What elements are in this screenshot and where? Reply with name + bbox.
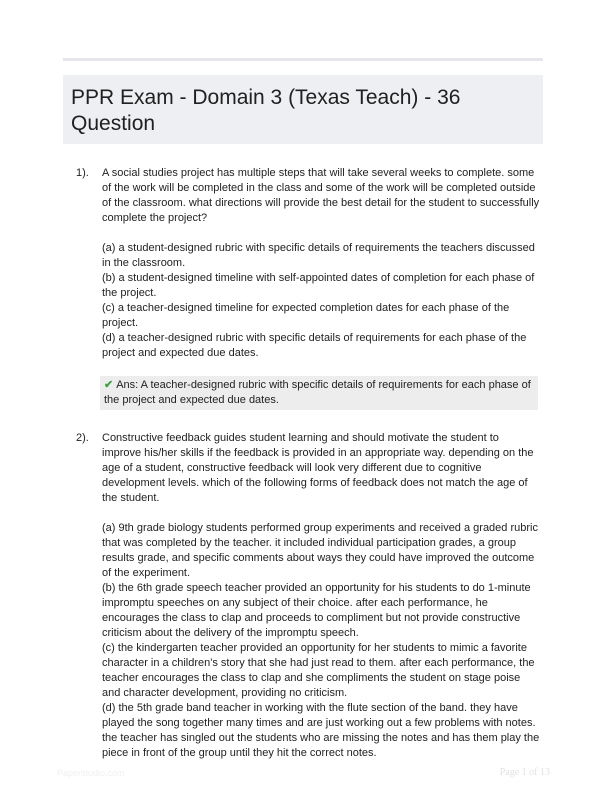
answer-options (102, 521, 540, 761)
question-body (102, 431, 540, 761)
title-banner (63, 75, 543, 144)
option-c: (c) the kindergarten teacher provided an opportunity for her students to mimic a favorite character in a children's story that she had just read to them. after each performance, the teacher encourages the class to clap and she compliments the student on stage poise and character development, providing no criticism. (102, 642, 535, 699)
footer-page-number: Page 1 of 13 (499, 767, 550, 778)
question-text: Constructive feedback guides student learning and should motivate the student to improve his/her skills if the feedback is provided in an appropriate way. depending on the age of a student, constructive feedback will look very different due to cognitive development levels. which of the following forms of feedback does not match the age of the student. (102, 432, 534, 504)
footer-site-watermark: Paperstudio.com (57, 768, 125, 778)
question-number: 2). (76, 432, 89, 444)
question-number: 1). (76, 167, 89, 179)
title-line-1: PPR Exam - Domain 3 (Texas Teach) - 36 (71, 86, 461, 109)
option-d: (d) the 5th grade band teacher in working with the flute section of the band. they have played the song together many times and are just working out a few problems with notes. the teacher has singled out the students who are missing the notes and has them play the piece in front of the group until they hit the correct notes. (102, 702, 540, 759)
option-a: (a) a student-designed rubric with specific details of requirements the teachers discussed in the classroom. (102, 242, 535, 269)
title-line-2: Question (71, 112, 156, 135)
option-c: (c) a teacher-designed timeline for expected completion dates for each phase of the project. (102, 302, 510, 329)
question-body (102, 166, 540, 410)
option-a: (a) 9th grade biology students performed group experiments and received a graded rubric that was completed by the teacher. it included individual participation grades, a group results grade, and specific comments about ways they could have improved the outcome of the experiment. (102, 522, 538, 579)
check-icon: ✔ (104, 379, 114, 391)
top-divider (63, 58, 543, 61)
answer-options (102, 241, 540, 361)
answer-box (100, 376, 538, 410)
option-d: (d) a teacher-designed rubric with specific details of requirements for each phase of the project and expected due dates. (102, 332, 527, 359)
page-title (71, 85, 535, 137)
answer-text: Ans: A teacher-designed rubric with specific details of requirements for each phase of the project and expected due dates. (104, 379, 531, 406)
option-b: (b) a student-designed timeline with self-appointed dates of completion for each phase of the project. (102, 272, 535, 299)
option-b: (b) the 6th grade speech teacher provided an opportunity for his students to do 1-minute impromptu speeches on any subject of their choice. after each performance, he encourages the class to clap and proceeds to compliment but not provide constructive criticism about the delivery of the impromptu speech. (102, 582, 531, 639)
question-text: A social studies project has multiple steps that will take several weeks to complete. some of the work will be completed in the class and some of the work will be completed outside of the classroom. what directions will provide the best detail for the student to successfully complete the project? (102, 167, 540, 224)
